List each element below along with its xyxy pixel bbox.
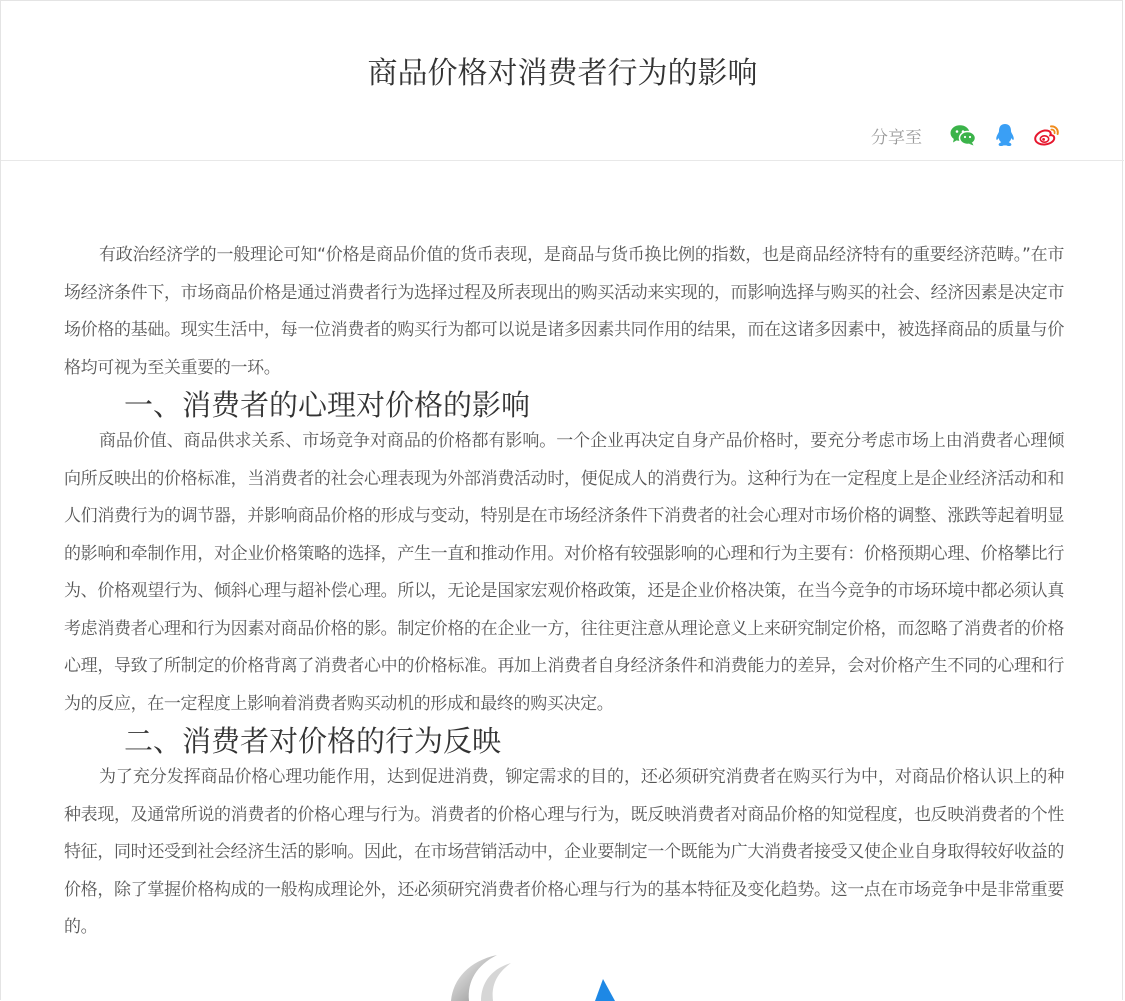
share-qq-button[interactable] [990,120,1020,150]
article-body [64,237,1064,947]
weibo-icon [1034,124,1060,146]
share-bar [871,119,1062,151]
section-paragraph: 为了充分发挥商品价格心理功能作用，达到促进消费，铆定需求的目的，还必须研究消费者在购买行为中，对商品价格认识上的种种表现，及通常所说的消费者的价格心理与行为。消费者的价格心理与行为，既反映消费者对商品价格的知觉程度，也反映消费者的个性特征，同时还受到社会经济生活的影响。因此，在市场营销活动中，企业要制定一个既能为广大消费者接受又使企业自身取得较好收益的价格，除了掌握价格构成的一般构成理论外，还必须研究消费者价格心理与行为的基本特征及变化趋势。这一点在市场竞争中是非常重要的。 [64,767,1064,937]
article-header [1,1,1124,161]
section-heading: 二、消费者对价格的行为反映 [124,724,502,758]
article-illustration [381,951,701,1001]
article-title: 商品价格对消费者行为的影响 [367,56,758,91]
share-wechat-button[interactable] [948,120,978,150]
intro-paragraph: 有政治经济学的一般理论可知“价格是商品价值的货币表现，是商品与货币换比例的指数，也是商品经济特有的重要经济范畴。”在市场经济条件下，市场商品价格是通过消费者行为选择过程及所表现出的购买活动来实现的，而影响选择与购买的社会、经济因素是决定市场价格的基础。现实生活中，每一位消费者的购买行为都可以说是诸多因素共同作用的结果，而在这诸多因素中，被选择商品的质量与价格均可视为至关重要的一环。 [64,245,1064,378]
section-paragraph: 商品价值、商品供求关系、市场竞争对商品的价格都有影响。一个企业再决定自身产品价格时，要充分考虑市场上由消费者心理倾向所反映出的价格标准，当消费者的社会心理表现为外部消费活动时，便促成人的消费行为。这种行为在一定程度上是企业经济活动和和人们消费行为的调节器，并影响商品价格的形成与变动，特别是在市场经济条件下消费者的社会心理对市场价格的调整、涨跌等起着明显的影响和牵制作用，对企业价格策略的选择，产生一直和推动作用。对价格有较强影响的心理和行为主要有：价格预期心理、价格攀比行为、价格观望行为、倾斜心理与超补偿心理。所以，无论是国家宏观价格政策，还是企业价格决策，在当今竞争的市场环境中都必须认真考虑消费者心理和行为因素对商品价格的影。制定价格的在企业一方，往往更注意从理论意义上来研究制定价格，而忽略了消费者的价格心理，导致了所制定的价格背离了消费者心中的价格标准。再加上消费者自身经济条件和消费能力的差异，会对价格产生不同的心理和行为的反应，在一定程度上影响着消费者购买动机的形成和最终的购买决定。 [64,431,1064,714]
wechat-icon [950,124,976,146]
share-weibo-button[interactable] [1032,120,1062,150]
share-label: 分享至 [871,127,922,148]
qq-icon [995,123,1015,147]
section-heading: 一、消费者的心理对价格的影响 [124,388,531,422]
